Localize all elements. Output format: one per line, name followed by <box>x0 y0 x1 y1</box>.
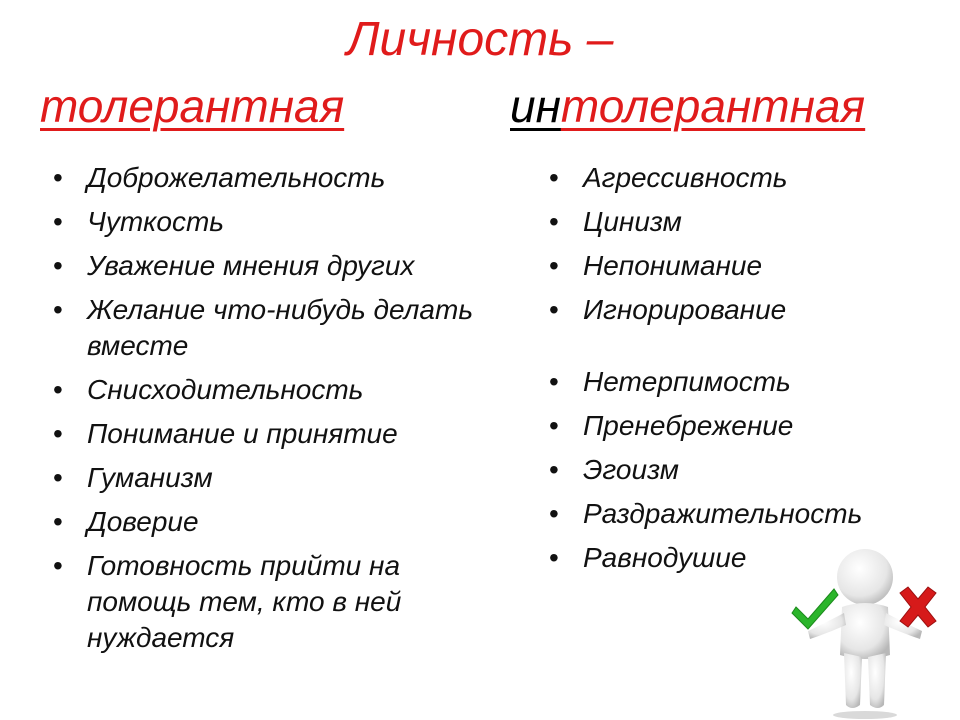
bullet: • <box>53 418 63 449</box>
list-item-text: Раздражительность <box>583 498 863 529</box>
list-item-text: Гуманизм <box>87 462 213 493</box>
bullet: • <box>53 374 63 405</box>
list-item-text: Цинизм <box>583 206 682 237</box>
bullet: • <box>53 550 63 581</box>
list-item-text: Игнорирование <box>583 294 787 325</box>
bullet: • <box>53 250 63 281</box>
list-item <box>543 452 933 488</box>
tolerant-list <box>47 160 487 664</box>
list-item-text: Нетерпимость <box>583 366 791 397</box>
list-item <box>47 160 487 196</box>
bullet: • <box>53 506 63 537</box>
list-item-text: Пренебрежение <box>583 410 794 441</box>
bullet: • <box>53 294 63 325</box>
tolerant-header: толерантная <box>40 80 345 132</box>
list-item-text: Доброжелательность <box>87 162 386 193</box>
list-item-text: Снисходительность <box>87 374 364 405</box>
list-item-text: Эгоизм <box>583 454 679 485</box>
list-item <box>543 408 933 444</box>
cross-icon <box>900 587 936 627</box>
list-item <box>543 496 933 532</box>
list-item-text: Понимание и принятие <box>87 418 398 449</box>
bullet: • <box>549 366 559 397</box>
list-item-text: Готовность прийти на помощь тем, кто в ней нуждается <box>87 550 402 653</box>
list-item-text: Доверие <box>87 506 199 537</box>
intolerant-stem: толерантная <box>560 80 866 132</box>
list-item-text: Желание что-нибудь делать вместе <box>87 294 474 361</box>
bullet: • <box>549 542 559 573</box>
list-item <box>47 416 487 452</box>
list-item-text: Агрессивность <box>583 162 788 193</box>
list-item <box>543 364 933 400</box>
intolerant-list <box>543 160 933 584</box>
list-item-text: Чуткость <box>87 206 225 237</box>
bullet: • <box>53 162 63 193</box>
bullet: • <box>549 250 559 281</box>
list-item <box>543 160 933 196</box>
list-item <box>47 548 487 656</box>
bullet: • <box>549 206 559 237</box>
list-item-text: Непонимание <box>583 250 763 281</box>
bullet: • <box>549 410 559 441</box>
bullet: • <box>549 294 559 325</box>
list-item-text: Равнодушие <box>583 542 747 573</box>
person-figure-icon <box>790 545 940 720</box>
list-item-text: Уважение мнения других <box>87 250 415 281</box>
page-title: Личность – <box>346 13 614 66</box>
list-item <box>47 372 487 408</box>
list-item <box>47 204 487 240</box>
bullet: • <box>549 454 559 485</box>
bullet: • <box>53 462 63 493</box>
intolerant-prefix: ин <box>510 80 561 132</box>
list-item <box>543 248 933 284</box>
list-item <box>47 248 487 284</box>
intolerant-header <box>510 78 865 134</box>
bullet: • <box>53 206 63 237</box>
list-item <box>543 292 933 328</box>
list-item <box>543 204 933 240</box>
list-item <box>47 460 487 496</box>
list-item <box>47 292 487 364</box>
bullet: • <box>549 162 559 193</box>
list-item <box>47 504 487 540</box>
bullet: • <box>549 498 559 529</box>
